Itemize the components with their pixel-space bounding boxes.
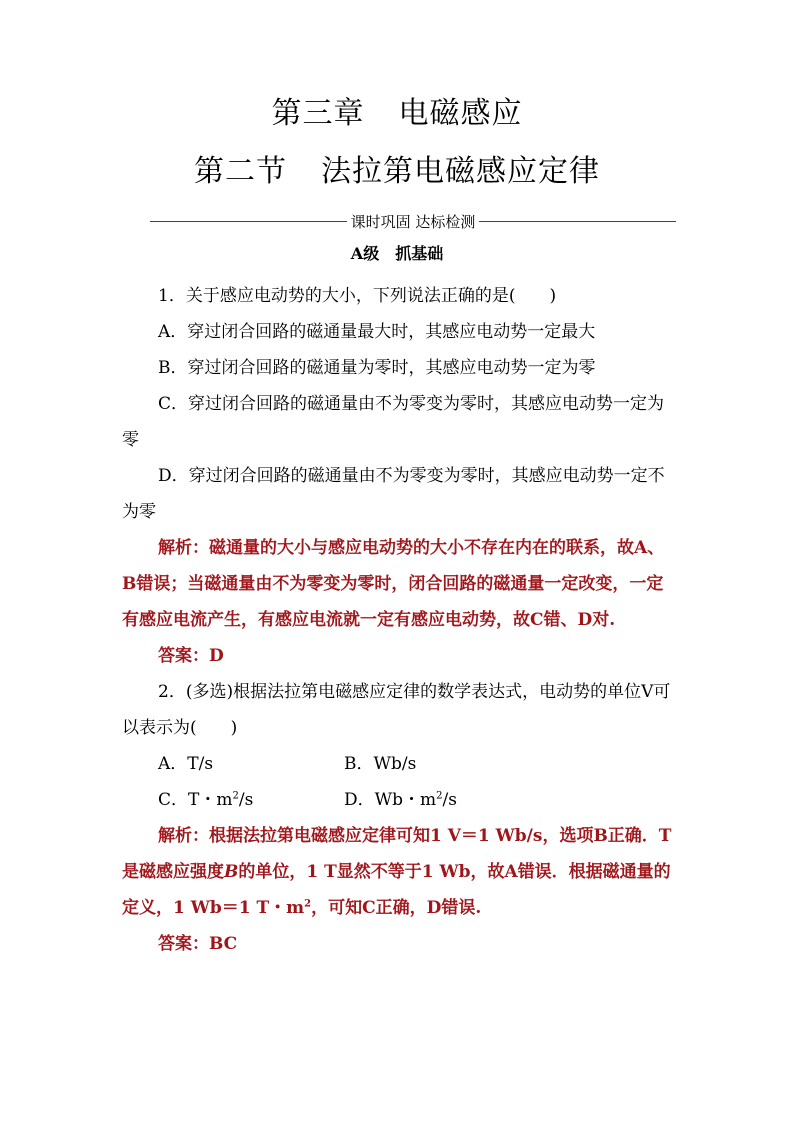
- q2-analysis-text: 根据法拉第电磁感应定律可知1 V＝1 Wb/s，选项B正确．T是磁感应强度B的单位，1 T显然不等于1 Wb，故A错误．根据磁通量的定义，1 Wb＝1 T・$m^2$，可知C正确，D错误.: [122, 826, 672, 918]
- q2-answer: [122, 926, 678, 962]
- q1-option-b: B．穿过闭合回路的磁通量为零时，其感应电动势一定为零: [158, 358, 596, 378]
- q1-analysis-text: 磁通量的大小与感应电动势的大小不存在内在的联系，故A、B错误；当磁通量由不为零变为零时，闭合回路的磁通量一定改变，一定有感应电流产生，有感应电流就一定有感应电动势，故C错、D对.: [122, 538, 665, 630]
- q1-analysis: [122, 530, 678, 638]
- q2-option-c: C．T・$m^2/s$: [158, 790, 254, 810]
- answer-label: 答案：: [158, 646, 209, 666]
- q1-answer: [122, 638, 678, 674]
- analysis-label: 解析：: [158, 538, 209, 558]
- banner-left-rule: [150, 221, 347, 222]
- chapter-title: [0, 92, 794, 136]
- q2-options-row-1: [122, 746, 678, 782]
- q2-analysis: [122, 818, 678, 926]
- section-number: 第二节: [194, 154, 287, 189]
- chapter-topic: 电磁感应: [398, 96, 523, 131]
- q1-stem: 1．关于感应电动势的大小，下列说法正确的是( ): [158, 286, 557, 306]
- q1-option-d: D．穿过闭合回路的磁通量由不为零变为零时，其感应电动势一定不为零: [122, 466, 665, 522]
- level-heading: [0, 242, 794, 266]
- answer-label: 答案：: [158, 934, 209, 954]
- banner-text: 课时巩固 达标检测: [350, 212, 476, 231]
- level-topic: 抓基础: [395, 244, 444, 263]
- q2-option-a: A．T/s: [158, 754, 214, 774]
- q1-answer-value: D: [209, 646, 224, 666]
- banner-right-rule: [479, 221, 676, 222]
- section-title: [0, 150, 794, 194]
- analysis-label: 解析：: [158, 826, 209, 846]
- chapter-number: 第三章: [271, 96, 365, 131]
- practice-banner: [150, 210, 676, 232]
- q2-options-row-2: [122, 782, 678, 818]
- section-topic: 法拉第电磁感应定律: [321, 154, 600, 189]
- q2-answer-value: BC: [209, 934, 238, 954]
- q1-option-a: A．穿过闭合回路的磁通量最大时，其感应电动势一定最大: [158, 322, 596, 342]
- level-label: A级: [350, 244, 380, 263]
- questions: [122, 278, 678, 962]
- q2-option-d: D．Wb・$m^2/s$: [344, 790, 457, 810]
- q1-option-c: C．穿过闭合回路的磁通量由不为零变为零时，其感应电动势一定为零: [122, 394, 665, 450]
- q2-stem: 2．(多选)根据法拉第电磁感应定律的数学表达式，电动势的单位V可以表示为( ): [122, 682, 671, 738]
- q2-option-b: B．Wb/s: [344, 754, 417, 774]
